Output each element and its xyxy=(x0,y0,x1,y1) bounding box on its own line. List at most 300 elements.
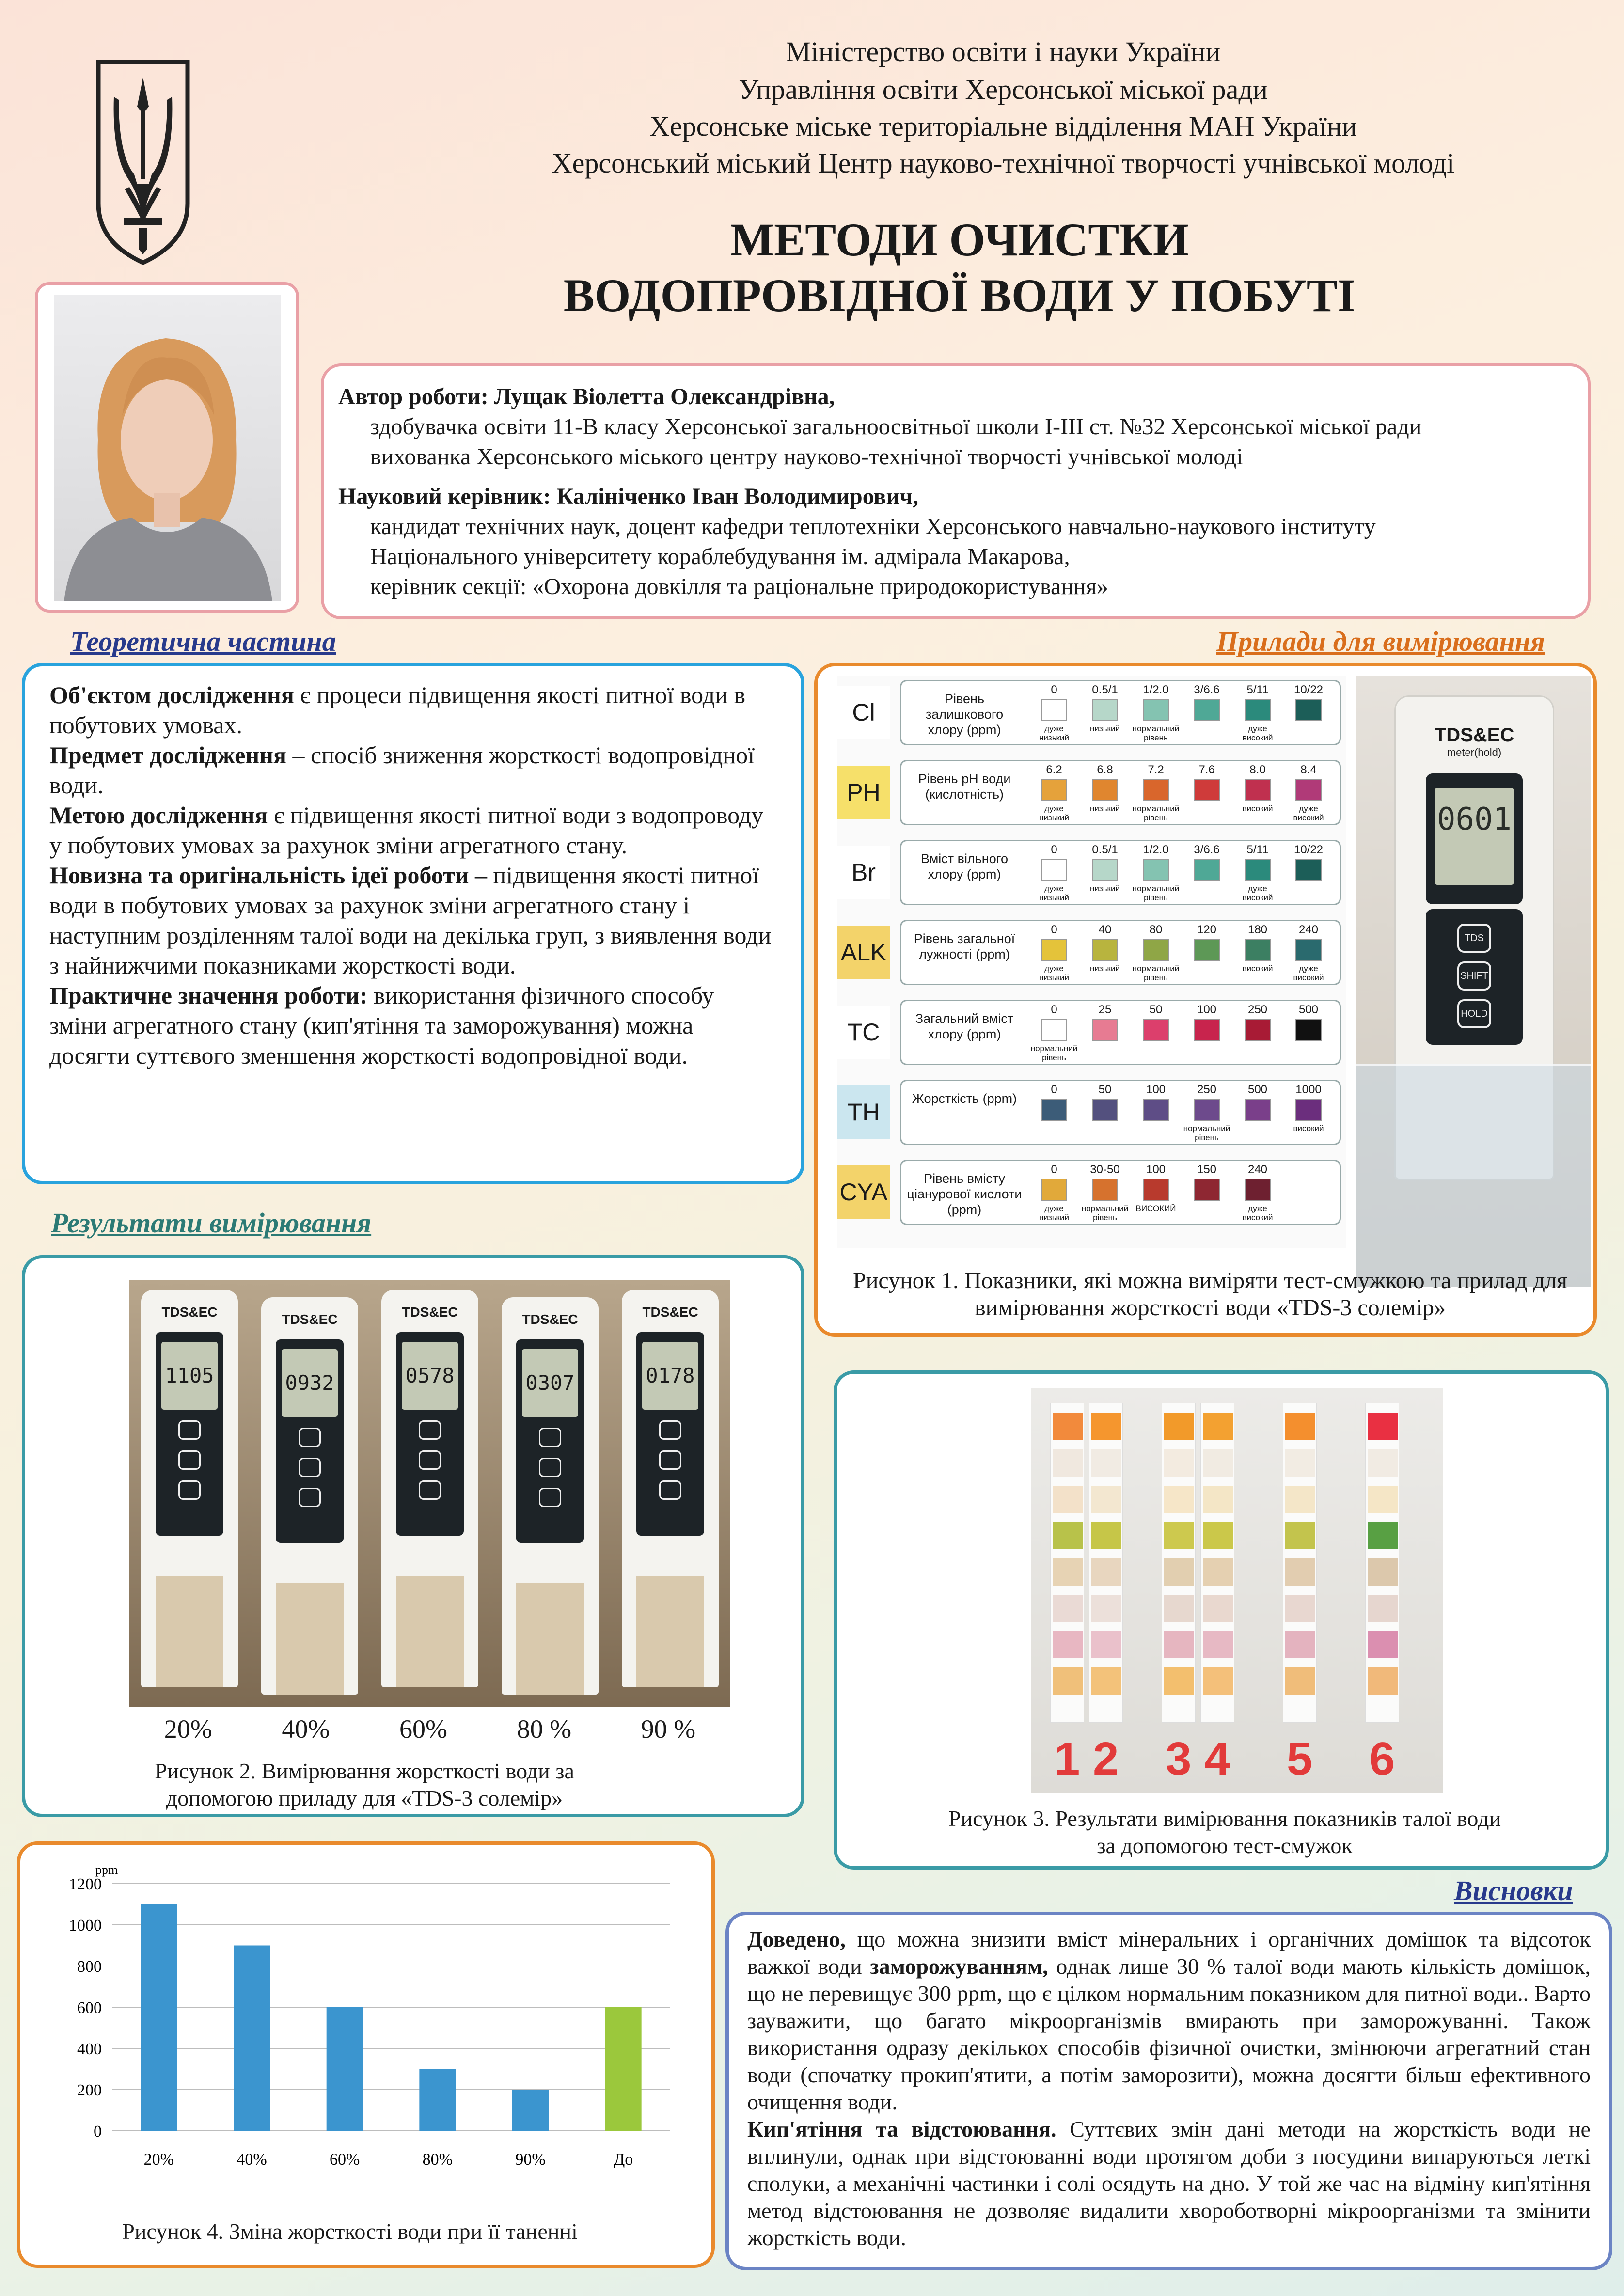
conclusion-label: заморожуванням, xyxy=(870,1954,1048,1979)
strip-pad xyxy=(1368,1558,1398,1586)
chart-color-swatch xyxy=(1245,859,1271,881)
chart-color-swatch xyxy=(1295,1019,1322,1041)
author-panel xyxy=(321,363,1591,619)
chart-value: 240 xyxy=(1298,923,1319,936)
supervisor-detail: Національного університету кораблебудування ім. адмірала Макарова, xyxy=(370,544,1070,569)
chart-value: 1/2.0 xyxy=(1143,683,1169,696)
chart-value: 30-50 xyxy=(1090,1163,1120,1176)
tds-meter xyxy=(622,1290,719,1687)
chart-value: 1000 xyxy=(1295,1083,1322,1096)
strip-pad xyxy=(1285,1413,1315,1440)
strip-pad xyxy=(1203,1667,1233,1695)
strip-pad xyxy=(1368,1449,1398,1477)
chart-color-swatch xyxy=(1194,699,1220,721)
chart-row-box xyxy=(900,1160,1341,1225)
tds-meter xyxy=(381,1290,478,1687)
chart-value: 500 xyxy=(1247,1083,1268,1096)
strip-pad xyxy=(1164,1631,1194,1658)
chart-value: 240 xyxy=(1247,1163,1268,1176)
chart-level-tag: низький xyxy=(1090,724,1120,733)
strip-pad xyxy=(1203,1486,1233,1513)
strip-pad xyxy=(1053,1667,1083,1695)
strip-pad xyxy=(1164,1486,1194,1513)
chart-value: 0 xyxy=(1051,683,1057,696)
header-line: Міністерство освіти і науки України xyxy=(786,36,1221,67)
chart-value: 0 xyxy=(1051,1163,1057,1176)
chart-value: 100 xyxy=(1197,1003,1217,1016)
chart-level-tag: ВИСОКИЙ xyxy=(1135,1204,1176,1213)
author-label: Автор роботи: Лущак Віолетта Олександрівна, xyxy=(338,384,835,409)
strip-pad xyxy=(1091,1631,1121,1658)
practical-text: використання фізичного способу зміни агрегатного стану (кип'ятіння та заморожування) можна досягти суттєвого зменшення жорсткості водопровідної води. xyxy=(49,982,714,1069)
chart-color-swatch xyxy=(1143,1019,1169,1041)
chart-level-tag: низький xyxy=(1090,964,1120,973)
results-heading: Результати вимірювання xyxy=(51,1207,372,1239)
y-tick-label: 1000 xyxy=(69,1917,102,1934)
chart-row-label: Загальний вміст хлору (ppm) xyxy=(915,1011,1014,1041)
chart-row-label: Рівень pH води (кислотність) xyxy=(918,771,1011,802)
chart-row-alk xyxy=(837,916,1346,989)
meter-button-shift[interactable]: SHIFT xyxy=(1457,961,1491,991)
chart-color-swatch xyxy=(1092,1099,1118,1121)
chart-row-code: ALK xyxy=(837,926,890,979)
bar xyxy=(234,1946,270,2131)
author-photo-frame xyxy=(35,282,299,613)
meter-button[interactable] xyxy=(659,1450,681,1470)
meter-cap xyxy=(396,1576,464,1687)
conclusion-text: що можна знизити вміст мінеральних і органічних домішок та відсоток важкої води xyxy=(747,1927,1591,1979)
page-title-line1: МЕТОДИ ОЧИСТКИ xyxy=(730,214,1189,266)
chart-value: 0.5/1 xyxy=(1092,683,1118,696)
meter-button[interactable] xyxy=(178,1480,201,1500)
chart-level-tag: нормальний рівень xyxy=(1030,1044,1078,1062)
tds-meter xyxy=(502,1297,599,1695)
chart-color-swatch xyxy=(1092,859,1118,881)
meter-button-hold[interactable]: HOLD xyxy=(1457,999,1491,1028)
chart-level-tag: нормальний рівень xyxy=(1132,884,1180,902)
bar xyxy=(512,2090,549,2131)
chart-value: 120 xyxy=(1197,923,1217,936)
chart-color-swatch xyxy=(1245,939,1271,961)
chart-color-swatch xyxy=(1092,939,1118,961)
goal-text: є підвищення якості питної води з водопроводу у побутових умовах за рахунок зміни агрегатного стану. xyxy=(49,802,764,859)
goal-paragraph xyxy=(49,800,777,860)
chart-level-tag: нормальний рівень xyxy=(1132,724,1180,742)
bar xyxy=(141,1904,177,2131)
chart-value: 180 xyxy=(1247,923,1268,936)
chart-color-swatch xyxy=(1041,859,1067,881)
strip-pad xyxy=(1368,1522,1398,1549)
tds-meter-photo xyxy=(1356,676,1591,1287)
strip-pad xyxy=(1053,1558,1083,1586)
theory-heading: Теоретична частина xyxy=(70,626,336,657)
meter-screen xyxy=(276,1339,344,1543)
conclusion-label: Доведено, xyxy=(747,1927,846,1951)
meter-button[interactable] xyxy=(419,1480,441,1500)
novelty-label: Новизна та оригінальність ідеї роботи xyxy=(49,862,469,889)
chart-level-tag: нормальний рівень xyxy=(1183,1124,1230,1142)
chart-color-swatch xyxy=(1143,699,1169,721)
strip-number-label: 4 xyxy=(1204,1733,1230,1785)
figure1-caption: Рисунок 1. Показники, які можна виміряти тест-смужкою та прилад для вимірювання жорсткості води «TDS-3 солемір» xyxy=(853,1268,1567,1321)
meter-button[interactable] xyxy=(299,1488,321,1507)
meter-button[interactable] xyxy=(659,1480,681,1500)
chart-color-swatch xyxy=(1245,1179,1271,1201)
chart-level-tag: дуже високий xyxy=(1293,804,1324,822)
meter-button[interactable] xyxy=(178,1420,201,1440)
novelty-text: – підвищення якості питної води в побутових умовах за рахунок зміни агрегатного стану і наступним розділенням талої води на декілька груп, з виявлення води з найнижчими показниками жорсткості води. xyxy=(49,862,772,979)
test-strip-chart xyxy=(837,676,1346,1248)
chart-color-swatch xyxy=(1092,1019,1118,1041)
chart-value: 5/11 xyxy=(1246,843,1269,856)
strip-pad xyxy=(1203,1631,1233,1658)
chart-level-tag: дуже високий xyxy=(1242,724,1273,742)
chart-color-swatch xyxy=(1295,779,1322,801)
chart-color-swatch xyxy=(1041,699,1067,721)
strip-pad xyxy=(1203,1522,1233,1549)
chart-level-tag: нормальний рівень xyxy=(1132,804,1180,822)
supervisor-detail: керівник секції: «Охорона довкілля та раціональне природокористування» xyxy=(370,574,1108,599)
meter-button[interactable] xyxy=(299,1428,321,1447)
chart-color-swatch xyxy=(1092,779,1118,801)
chart-color-swatch xyxy=(1143,859,1169,881)
figure3-caption xyxy=(885,1805,1564,1859)
x-tick-label: 90% xyxy=(515,2151,546,2169)
strip-pad xyxy=(1285,1449,1315,1477)
meter-brand: TDS&EC xyxy=(1434,724,1514,746)
strip-pad xyxy=(1285,1522,1315,1549)
strip-pad xyxy=(1285,1486,1315,1513)
chart-value: 0 xyxy=(1051,1003,1057,1016)
meter-cap xyxy=(636,1576,704,1687)
strip-pad xyxy=(1091,1522,1121,1549)
meter-button[interactable] xyxy=(539,1428,561,1447)
practical-label: Практичне значення роботи: xyxy=(49,982,368,1009)
chart-level-tag: нормальний рівень xyxy=(1132,964,1180,982)
chart-value: 7.2 xyxy=(1148,763,1164,776)
chart-value: 0 xyxy=(1051,843,1057,856)
y-axis-label: ppm xyxy=(95,1863,118,1877)
strip-pad xyxy=(1203,1558,1233,1586)
strip-pad xyxy=(1285,1667,1315,1695)
chart-value: 0 xyxy=(1051,923,1057,936)
instruments-panel xyxy=(814,663,1597,1337)
meter-reading: 1105 xyxy=(161,1342,218,1410)
chart-value: 0.5/1 xyxy=(1092,843,1118,856)
chart-row-th xyxy=(837,1076,1346,1148)
chart-panel xyxy=(17,1841,715,2268)
x-tick-label: 80% xyxy=(422,2151,453,2169)
chart-level-tag: дуже високий xyxy=(1293,964,1324,982)
chart-row-label: Рівень залишкового хлору (ppm) xyxy=(925,692,1004,737)
chart-color-swatch xyxy=(1194,859,1220,881)
chart-color-swatch xyxy=(1041,779,1067,801)
chart-value: 250 xyxy=(1197,1083,1217,1096)
meter-percent-labels xyxy=(129,1714,730,1743)
conclusion-text: однак лише 30 % талої води мають кількість домішок, що не перевищує 300 ppm, що є цілком нормальним показником для питної води.. Варто зауважити, що багато мікроорганізмів вмирають при заморожуванні. Також використання одразу декількох способів фізичної очистки, змінюючи агрегатний стан води (спочатку прокип'ятити, а потім заморозити), можна досягти більш ефективного очищення води. xyxy=(747,1954,1591,2114)
meter-percent-label: 80 % xyxy=(517,1714,572,1744)
chart-value: 8.4 xyxy=(1300,763,1317,776)
meter-screen xyxy=(156,1332,223,1536)
strip-pad xyxy=(1053,1449,1083,1477)
chart-row-box xyxy=(900,760,1341,825)
strip-pad xyxy=(1368,1413,1398,1440)
chart-value: 8.0 xyxy=(1249,763,1266,776)
chart-value: 40 xyxy=(1098,923,1112,936)
chart-level-tag: нормальний рівень xyxy=(1081,1204,1129,1222)
subject-paragraph xyxy=(49,740,777,800)
bar xyxy=(327,2007,363,2131)
bar xyxy=(605,2007,642,2131)
strip-pad xyxy=(1091,1595,1121,1622)
chart-row-box xyxy=(900,1000,1341,1065)
strip-pad xyxy=(1091,1558,1121,1586)
chart-value: 10/22 xyxy=(1293,683,1324,696)
strip-pad xyxy=(1164,1558,1194,1586)
figure4-caption: Рисунок 4. Зміна жорсткості води при її таненні xyxy=(122,2219,578,2244)
meter-button-tds[interactable]: TDS xyxy=(1457,924,1491,953)
chart-value: 80 xyxy=(1149,923,1163,936)
chart-color-swatch xyxy=(1295,1099,1322,1121)
chart-row-cl xyxy=(837,676,1346,749)
chart-row-box xyxy=(900,920,1341,985)
strip-pad xyxy=(1368,1595,1398,1622)
conclusions-heading: Висновки xyxy=(1454,1875,1573,1906)
chart-color-swatch xyxy=(1295,699,1322,721)
supervisor-label: Науковий керівник: Калініченко Іван Володимирович, xyxy=(338,484,919,509)
strip-pad xyxy=(1091,1449,1121,1477)
conclusion-paragraph-1 xyxy=(747,1926,1591,2116)
meter-percent-label: 20% xyxy=(164,1714,212,1744)
meter-reading: 0178 xyxy=(642,1342,698,1410)
chart-level-tag: високий xyxy=(1242,964,1273,973)
x-tick-label: 20% xyxy=(143,2151,174,2169)
y-tick-label: 200 xyxy=(77,2081,102,2099)
chart-level-tag: дуже низький xyxy=(1039,1204,1069,1222)
meter-reading: 0578 xyxy=(402,1342,458,1410)
meter-percent-label: 90 % xyxy=(641,1714,696,1744)
strip-number-label: 5 xyxy=(1287,1733,1313,1785)
meter-cap xyxy=(516,1583,584,1695)
conclusion-text: Суттєвих змін дані методи на жорсткість води не вплинули, однак при відстоюванні води протягом доби з посудини випаруються леткі сполуки, а механічні частинки і солі осядуть на дно. У той же час на відміну кип'ятіння метод відстоювання не дозволяє видалити хвороботворні мікроорганізми та змінити жорсткість води. xyxy=(747,2117,1591,2250)
chart-color-swatch xyxy=(1092,699,1118,721)
header-line: Управління освіти Херсонської міської ради xyxy=(739,74,1268,105)
chart-value: 6.8 xyxy=(1097,763,1113,776)
meter-button[interactable] xyxy=(659,1420,681,1440)
strip-pad xyxy=(1203,1595,1233,1622)
chart-row-code: TC xyxy=(837,1006,890,1059)
chart-row-label: Рівень вмісту ціанурової кислоти (ppm) xyxy=(907,1171,1022,1217)
strip-pad xyxy=(1164,1449,1194,1477)
conclusions-panel xyxy=(725,1912,1612,2270)
figure2-caption xyxy=(122,1758,607,1812)
chart-row-label: Жорсткість (ppm) xyxy=(912,1091,1017,1106)
chart-color-swatch xyxy=(1041,1099,1067,1121)
chart-color-swatch xyxy=(1041,1019,1067,1041)
chart-row-box xyxy=(900,680,1341,745)
chart-row-br xyxy=(837,836,1346,909)
chart-row-cya xyxy=(837,1156,1346,1228)
chart-color-swatch xyxy=(1041,1179,1067,1201)
chart-color-swatch xyxy=(1143,1179,1169,1201)
strip-pad xyxy=(1164,1595,1194,1622)
chart-color-swatch xyxy=(1295,859,1322,881)
goal-label: Метою дослідження xyxy=(49,802,268,829)
trident-emblem-icon xyxy=(95,58,191,267)
chart-level-tag: дуже низький xyxy=(1039,804,1069,822)
bar xyxy=(419,2069,456,2131)
chart-color-swatch xyxy=(1092,1179,1118,1201)
chart-value: 250 xyxy=(1247,1003,1268,1016)
chart-row-box xyxy=(900,840,1341,905)
meter-button[interactable] xyxy=(419,1420,441,1440)
strip-pad xyxy=(1285,1558,1315,1586)
chart-value: 25 xyxy=(1098,1003,1112,1016)
chart-row-code: TH xyxy=(837,1085,890,1139)
object-label: Об'єктом дослідження xyxy=(49,681,294,708)
chart-value: 50 xyxy=(1149,1003,1163,1016)
strip-pad xyxy=(1053,1522,1083,1549)
chart-value: 0 xyxy=(1051,1083,1057,1096)
chart-row-code: Br xyxy=(837,846,890,899)
subject-text: – спосіб зниження жорсткості водопровідної води. xyxy=(49,741,755,799)
chart-color-swatch xyxy=(1295,939,1322,961)
chart-color-swatch xyxy=(1194,1179,1220,1201)
y-tick-label: 800 xyxy=(77,1958,102,1976)
y-tick-label: 0 xyxy=(94,2123,102,2140)
author-photo xyxy=(54,295,281,601)
novelty-paragraph xyxy=(49,860,777,980)
meter-button[interactable] xyxy=(419,1450,441,1470)
test-strip xyxy=(1089,1403,1123,1723)
strip-pad xyxy=(1053,1486,1083,1513)
chart-color-swatch xyxy=(1194,779,1220,801)
chart-row-label: Рівень загальної лужності (ppm) xyxy=(914,931,1015,961)
chart-color-swatch xyxy=(1194,939,1220,961)
chart-level-tag: низький xyxy=(1090,804,1120,813)
tds-meter xyxy=(261,1297,358,1695)
meter-button[interactable] xyxy=(299,1458,321,1477)
conclusion-paragraph-2 xyxy=(747,2116,1591,2251)
figure3-caption-line: за допомогою тест-смужок xyxy=(1097,1833,1353,1858)
chart-value: 6.2 xyxy=(1046,763,1062,776)
chart-color-swatch xyxy=(1194,1019,1220,1041)
chart-row-label: Вміст вільного хлору (ppm) xyxy=(921,851,1008,881)
chart-row-code: CYA xyxy=(837,1165,890,1219)
test-strip xyxy=(1283,1403,1317,1723)
chart-value: 150 xyxy=(1197,1163,1217,1176)
header-line: Херсонське міське територіальне відділення МАН України xyxy=(649,110,1357,142)
strip-pad xyxy=(1053,1413,1083,1440)
strip-number-label: 2 xyxy=(1093,1733,1119,1785)
author-detail: вихованка Херсонського міського центру науково-технічної творчості учнівської молоді xyxy=(370,444,1243,470)
meter-cap xyxy=(276,1583,344,1695)
meter-reading: 0307 xyxy=(522,1349,578,1417)
chart-value: 3/6.6 xyxy=(1194,683,1220,696)
chart-color-swatch xyxy=(1245,1019,1271,1041)
strip-pad xyxy=(1368,1667,1398,1695)
figure2-caption-line: Рисунок 2. Вимірювання жорсткості води за xyxy=(155,1759,574,1783)
chart-row-tc xyxy=(837,996,1346,1069)
strip-pad xyxy=(1368,1631,1398,1658)
theory-panel xyxy=(22,663,804,1184)
strip-pad xyxy=(1164,1522,1194,1549)
test-strip xyxy=(1162,1403,1196,1723)
chart-level-tag: високий xyxy=(1293,1124,1324,1133)
x-tick-label: 40% xyxy=(237,2151,267,2169)
chart-color-swatch xyxy=(1194,1099,1220,1121)
chart-color-swatch xyxy=(1245,699,1271,721)
meter-screen xyxy=(396,1332,464,1536)
strip-pad xyxy=(1285,1631,1315,1658)
meter-button[interactable] xyxy=(539,1488,561,1507)
chart-color-swatch xyxy=(1143,1099,1169,1121)
figure3-caption-line: Рисунок 3. Результати вимірювання показників талої води xyxy=(948,1806,1501,1831)
supervisor-detail: кандидат технічних наук, доцент кафедри теплотехніки Херсонського навчально-наукового інституту xyxy=(370,514,1376,539)
chart-value: 100 xyxy=(1146,1083,1166,1096)
chart-value: 100 xyxy=(1146,1163,1166,1176)
meter-brand: TDS&EC xyxy=(642,1305,698,1320)
chart-level-tag: дуже низький xyxy=(1039,964,1069,982)
chart-level-tag: високий xyxy=(1242,804,1273,813)
chart-value: 7.6 xyxy=(1198,763,1215,776)
chart-level-tag: дуже високий xyxy=(1242,1204,1273,1222)
author-detail: здобувачка освіти 11-В класу Херсонської загальноосвітньої школи І-ІІІ ст. №32 Херсонської міської ради xyxy=(370,414,1422,440)
chart-level-tag: дуже низький xyxy=(1039,884,1069,902)
chart-value: 1/2.0 xyxy=(1143,843,1169,856)
y-tick-label: 400 xyxy=(77,2040,102,2058)
water-glass xyxy=(1356,1064,1591,1287)
chart-value: 50 xyxy=(1098,1083,1112,1096)
meter-brand: TDS&EC xyxy=(282,1312,338,1327)
strip-pad xyxy=(1053,1631,1083,1658)
strips-panel xyxy=(834,1370,1609,1870)
strip-pad xyxy=(1203,1413,1233,1440)
chart-value: 3/6.6 xyxy=(1194,843,1220,856)
chart-color-swatch xyxy=(1245,1099,1271,1121)
conclusion-label: Кип'ятіння та відстоювання. xyxy=(747,2117,1056,2141)
strip-pad xyxy=(1368,1486,1398,1513)
chart-level-tag: дуже низький xyxy=(1039,724,1069,742)
strip-number-label: 1 xyxy=(1054,1733,1080,1785)
practical-paragraph xyxy=(49,980,777,1070)
meter-button[interactable] xyxy=(539,1458,561,1477)
strip-pad xyxy=(1091,1486,1121,1513)
results-panel xyxy=(22,1255,804,1817)
tds-meter xyxy=(141,1290,238,1687)
figure2-caption-line: допомогою приладу для «TDS-3 солемір» xyxy=(166,1786,563,1810)
object-text: є процеси підвищення якості питної води в побутових умовах. xyxy=(49,681,745,739)
strip-pad xyxy=(1164,1667,1194,1695)
chart-value: 500 xyxy=(1298,1003,1319,1016)
chart-row-code: PH xyxy=(837,766,890,819)
hardness-bar-chart xyxy=(25,1855,704,2203)
object-paragraph xyxy=(49,680,777,740)
emblem xyxy=(95,58,191,267)
meter-reading: 0601 xyxy=(1435,788,1514,885)
strip-pad xyxy=(1203,1449,1233,1477)
strip-number-label: 3 xyxy=(1166,1733,1192,1785)
meter-subtitle: meter(hold) xyxy=(1447,746,1502,758)
strip-pad xyxy=(1091,1667,1121,1695)
strips-photo xyxy=(1031,1388,1443,1793)
meter-button[interactable] xyxy=(178,1450,201,1470)
strip-pad xyxy=(1164,1413,1194,1440)
chart-color-swatch xyxy=(1041,939,1067,961)
strip-pad xyxy=(1285,1595,1315,1622)
meter-cap xyxy=(156,1576,223,1687)
test-strip xyxy=(1200,1403,1234,1723)
